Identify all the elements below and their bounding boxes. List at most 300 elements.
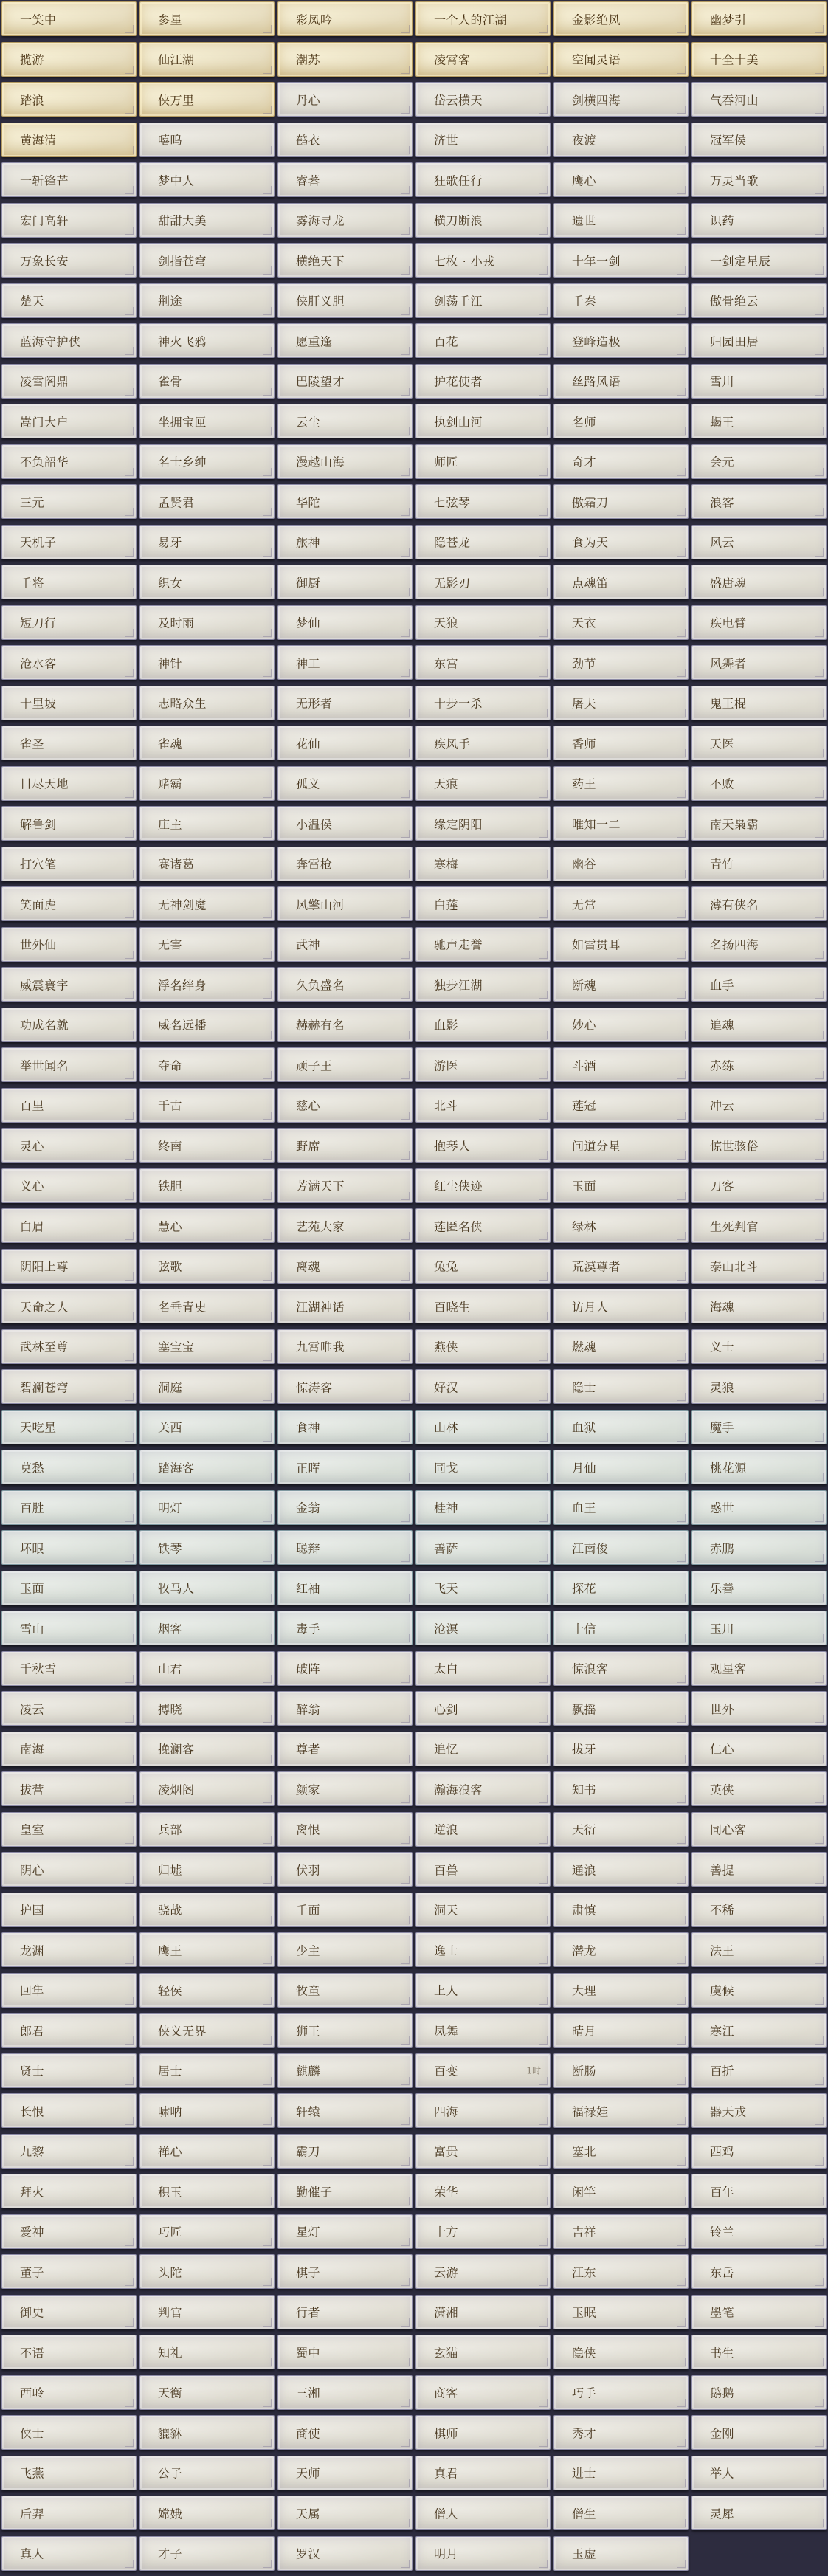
- title-tile[interactable]: [139, 484, 275, 519]
- title-tile[interactable]: [1, 1410, 137, 1444]
- title-tile[interactable]: [691, 1289, 827, 1323]
- title-tile[interactable]: [415, 1168, 551, 1203]
- title-tile[interactable]: [553, 444, 689, 479]
- title-tile[interactable]: [691, 1973, 827, 2008]
- title-tile[interactable]: [691, 686, 827, 720]
- title-tile[interactable]: [415, 1571, 551, 1605]
- title-tile[interactable]: [277, 1852, 413, 1887]
- title-tile[interactable]: [553, 1893, 689, 1927]
- title-tile[interactable]: [415, 1530, 551, 1565]
- title-tile[interactable]: [1, 1852, 137, 1887]
- title-tile[interactable]: [139, 1611, 275, 1645]
- title-tile[interactable]: [415, 2254, 551, 2289]
- title-tile[interactable]: [277, 1530, 413, 1565]
- title-tile[interactable]: [1, 766, 137, 801]
- title-tile[interactable]: [553, 886, 689, 921]
- title-tile[interactable]: [139, 525, 275, 559]
- title-tile[interactable]: [691, 1008, 827, 1042]
- title-tile[interactable]: [553, 525, 689, 559]
- title-tile[interactable]: [1, 1812, 137, 1847]
- title-tile[interactable]: [415, 806, 551, 841]
- title-tile[interactable]: [553, 1168, 689, 1203]
- title-tile[interactable]: [1, 1329, 137, 1364]
- title-tile[interactable]: [277, 123, 413, 157]
- title-tile[interactable]: [1, 2053, 137, 2088]
- title-tile[interactable]: [553, 2496, 689, 2530]
- title-tile[interactable]: [139, 686, 275, 720]
- title-tile[interactable]: [415, 404, 551, 438]
- title-tile[interactable]: [139, 323, 275, 358]
- title-tile[interactable]: [691, 1893, 827, 1927]
- title-tile[interactable]: [415, 1852, 551, 1887]
- title-tile[interactable]: [415, 364, 551, 399]
- title-tile[interactable]: [415, 203, 551, 238]
- title-tile[interactable]: [139, 2053, 275, 2088]
- title-tile[interactable]: [691, 1812, 827, 1847]
- title-tile[interactable]: [415, 1973, 551, 2008]
- title-tile[interactable]: [1, 886, 137, 921]
- title-tile[interactable]: [1, 967, 137, 1002]
- title-tile[interactable]: [139, 283, 275, 318]
- title-tile[interactable]: [415, 2013, 551, 2048]
- title-tile[interactable]: [691, 123, 827, 157]
- title-tile[interactable]: [691, 203, 827, 238]
- title-tile[interactable]: [553, 605, 689, 640]
- title-tile[interactable]: [553, 1571, 689, 1605]
- title-tile[interactable]: [553, 2254, 689, 2289]
- title-tile[interactable]: [691, 1208, 827, 1243]
- title-tile[interactable]: [691, 82, 827, 117]
- title-tile[interactable]: [415, 886, 551, 921]
- title-tile[interactable]: [139, 1732, 275, 1766]
- title-tile[interactable]: [415, 2375, 551, 2410]
- title-tile[interactable]: [553, 2214, 689, 2249]
- title-tile[interactable]: [415, 162, 551, 197]
- title-tile[interactable]: [553, 2093, 689, 2128]
- title-tile[interactable]: [1, 1611, 137, 1645]
- title-tile[interactable]: [277, 525, 413, 559]
- title-tile[interactable]: [553, 1812, 689, 1847]
- title-tile[interactable]: [1, 1732, 137, 1766]
- title-tile[interactable]: [1, 1893, 137, 1927]
- title-tile[interactable]: [553, 1208, 689, 1243]
- title-tile[interactable]: [277, 645, 413, 680]
- title-tile[interactable]: [139, 1571, 275, 1605]
- title-tile[interactable]: [691, 243, 827, 278]
- title-tile[interactable]: [691, 565, 827, 599]
- title-tile[interactable]: [277, 1732, 413, 1766]
- title-tile[interactable]: [277, 806, 413, 841]
- title-tile[interactable]: [415, 1249, 551, 1284]
- title-tile[interactable]: [139, 2254, 275, 2289]
- title-tile[interactable]: [691, 1530, 827, 1565]
- title-tile[interactable]: [415, 1128, 551, 1163]
- title-tile[interactable]: [277, 1128, 413, 1163]
- title-tile[interactable]: [139, 927, 275, 962]
- title-tile[interactable]: [277, 444, 413, 479]
- title-tile[interactable]: [691, 364, 827, 399]
- title-tile[interactable]: [553, 162, 689, 197]
- title-tile[interactable]: [277, 2496, 413, 2530]
- title-tile[interactable]: [415, 1732, 551, 1766]
- title-tile[interactable]: [1, 123, 137, 157]
- title-tile[interactable]: [415, 1932, 551, 1967]
- title-tile[interactable]: [415, 847, 551, 881]
- title-tile[interactable]: [553, 484, 689, 519]
- title-tile[interactable]: [553, 1852, 689, 1887]
- title-tile[interactable]: [553, 1651, 689, 1686]
- title-tile[interactable]: [691, 1128, 827, 1163]
- title-tile[interactable]: [691, 1932, 827, 1967]
- title-tile[interactable]: [277, 1490, 413, 1525]
- title-tile[interactable]: [1, 323, 137, 358]
- title-tile[interactable]: [139, 2415, 275, 2450]
- title-tile[interactable]: [415, 1893, 551, 1927]
- title-tile[interactable]: [1, 2456, 137, 2490]
- title-tile[interactable]: [691, 1329, 827, 1364]
- title-tile[interactable]: [1, 2415, 137, 2450]
- title-tile[interactable]: [1, 1168, 137, 1203]
- title-tile[interactable]: [139, 2335, 275, 2369]
- title-tile[interactable]: [1, 1771, 137, 1806]
- title-tile[interactable]: [1, 645, 137, 680]
- title-tile[interactable]: [553, 766, 689, 801]
- title-tile[interactable]: [277, 1208, 413, 1243]
- title-tile[interactable]: [415, 1329, 551, 1364]
- title-tile[interactable]: [277, 1410, 413, 1444]
- title-tile[interactable]: [415, 82, 551, 117]
- title-tile[interactable]: [139, 1008, 275, 1042]
- title-tile[interactable]: [553, 2295, 689, 2329]
- title-tile[interactable]: [415, 2174, 551, 2208]
- title-tile[interactable]: [139, 1088, 275, 1123]
- title-tile[interactable]: [553, 645, 689, 680]
- title-tile[interactable]: [1, 1289, 137, 1323]
- title-tile[interactable]: [277, 2134, 413, 2169]
- title-tile[interactable]: [277, 162, 413, 197]
- title-tile[interactable]: [415, 1691, 551, 1726]
- title-tile[interactable]: [277, 1771, 413, 1806]
- title-tile[interactable]: [139, 886, 275, 921]
- title-tile[interactable]: [1, 203, 137, 238]
- title-tile[interactable]: [691, 1369, 827, 1404]
- title-tile[interactable]: [139, 1208, 275, 1243]
- title-tile[interactable]: [277, 283, 413, 318]
- title-tile[interactable]: [415, 2093, 551, 2128]
- title-tile[interactable]: [415, 2134, 551, 2169]
- title-tile[interactable]: [1, 565, 137, 599]
- title-tile[interactable]: [139, 847, 275, 881]
- title-tile[interactable]: [553, 1691, 689, 1726]
- title-tile[interactable]: [415, 1, 551, 36]
- title-tile[interactable]: [1, 605, 137, 640]
- title-tile[interactable]: [1, 927, 137, 962]
- title-tile[interactable]: [1, 2496, 137, 2530]
- title-tile[interactable]: [1, 525, 137, 559]
- title-tile[interactable]: [415, 2415, 551, 2450]
- title-tile[interactable]: [553, 927, 689, 962]
- title-tile[interactable]: [415, 1289, 551, 1323]
- title-tile[interactable]: [277, 927, 413, 962]
- title-tile[interactable]: [277, 1047, 413, 1082]
- title-tile[interactable]: [553, 203, 689, 238]
- title-tile[interactable]: [139, 2134, 275, 2169]
- title-tile[interactable]: [691, 162, 827, 197]
- title-tile[interactable]: [691, 2013, 827, 2048]
- title-tile[interactable]: [277, 1973, 413, 2008]
- title-tile[interactable]: [1, 2013, 137, 2048]
- title-tile[interactable]: [1, 404, 137, 438]
- title-tile[interactable]: [691, 1691, 827, 1726]
- title-tile[interactable]: [1, 2093, 137, 2128]
- title-tile[interactable]: [691, 1450, 827, 1484]
- title-tile[interactable]: [277, 2536, 413, 2571]
- title-tile[interactable]: [277, 404, 413, 438]
- title-tile[interactable]: [415, 1410, 551, 1444]
- title-tile[interactable]: [691, 484, 827, 519]
- title-tile[interactable]: [139, 2295, 275, 2329]
- title-tile[interactable]: [691, 283, 827, 318]
- title-tile[interactable]: [139, 806, 275, 841]
- title-tile[interactable]: [553, 565, 689, 599]
- title-tile[interactable]: [139, 2174, 275, 2208]
- title-tile[interactable]: [277, 1571, 413, 1605]
- title-tile[interactable]: [553, 2335, 689, 2369]
- title-tile[interactable]: [553, 404, 689, 438]
- title-tile[interactable]: [415, 766, 551, 801]
- title-tile[interactable]: [691, 1611, 827, 1645]
- title-tile[interactable]: [139, 1168, 275, 1203]
- title-tile[interactable]: [691, 2335, 827, 2369]
- title-tile[interactable]: [1, 2375, 137, 2410]
- title-tile[interactable]: [1, 1530, 137, 1565]
- title-tile[interactable]: [139, 1450, 275, 1484]
- title-tile[interactable]: [277, 726, 413, 760]
- title-tile[interactable]: [1, 2134, 137, 2169]
- title-tile[interactable]: [415, 484, 551, 519]
- title-tile[interactable]: [553, 123, 689, 157]
- title-tile[interactable]: [277, 1611, 413, 1645]
- title-tile[interactable]: [277, 2174, 413, 2208]
- title-tile[interactable]: [139, 1893, 275, 1927]
- title-tile[interactable]: [1, 1249, 137, 1284]
- title-tile[interactable]: [691, 2093, 827, 2128]
- title-tile[interactable]: [691, 766, 827, 801]
- title-tile[interactable]: [553, 847, 689, 881]
- title-tile[interactable]: [691, 1047, 827, 1082]
- title-tile[interactable]: [277, 2214, 413, 2249]
- title-tile[interactable]: [691, 806, 827, 841]
- title-tile[interactable]: [415, 1771, 551, 1806]
- title-tile[interactable]: [139, 645, 275, 680]
- title-tile[interactable]: [277, 1008, 413, 1042]
- title-tile[interactable]: [1, 806, 137, 841]
- title-tile[interactable]: [553, 1611, 689, 1645]
- title-tile[interactable]: [415, 1611, 551, 1645]
- title-tile[interactable]: [139, 1249, 275, 1284]
- title-tile[interactable]: [553, 82, 689, 117]
- title-tile[interactable]: [553, 2415, 689, 2450]
- title-tile[interactable]: [691, 886, 827, 921]
- title-tile[interactable]: [277, 2456, 413, 2490]
- title-tile[interactable]: [277, 605, 413, 640]
- title-tile[interactable]: [691, 2456, 827, 2490]
- title-tile[interactable]: [691, 2174, 827, 2208]
- title-tile[interactable]: [553, 967, 689, 1002]
- title-tile[interactable]: [1, 1651, 137, 1686]
- title-tile[interactable]: [553, 686, 689, 720]
- title-tile[interactable]: [1, 2174, 137, 2208]
- title-tile[interactable]: [139, 1490, 275, 1525]
- title-tile[interactable]: [415, 605, 551, 640]
- title-tile[interactable]: [1, 2254, 137, 2289]
- title-tile[interactable]: [415, 686, 551, 720]
- title-tile[interactable]: [139, 123, 275, 157]
- title-tile[interactable]: [277, 203, 413, 238]
- title-tile[interactable]: [1, 2295, 137, 2329]
- title-tile[interactable]: [415, 1450, 551, 1484]
- title-tile[interactable]: [553, 283, 689, 318]
- title-tile[interactable]: [1, 162, 137, 197]
- title-tile[interactable]: [415, 1490, 551, 1525]
- title-tile[interactable]: [1, 1208, 137, 1243]
- title-tile[interactable]: [691, 42, 827, 77]
- title-tile[interactable]: [277, 847, 413, 881]
- title-tile[interactable]: [415, 565, 551, 599]
- title-tile[interactable]: [1, 1047, 137, 1082]
- title-tile[interactable]: [139, 967, 275, 1002]
- title-tile[interactable]: [277, 1088, 413, 1123]
- title-tile[interactable]: [277, 1932, 413, 1967]
- title-tile[interactable]: [139, 162, 275, 197]
- title-tile[interactable]: [139, 1329, 275, 1364]
- title-tile[interactable]: [1, 364, 137, 399]
- title-tile[interactable]: [415, 2536, 551, 2571]
- title-tile[interactable]: [415, 1812, 551, 1847]
- title-tile[interactable]: [553, 2456, 689, 2490]
- title-tile[interactable]: [139, 2013, 275, 2048]
- title-tile[interactable]: [139, 766, 275, 801]
- title-tile[interactable]: [553, 1530, 689, 1565]
- title-tile[interactable]: [553, 1732, 689, 1766]
- title-tile[interactable]: [139, 1852, 275, 1887]
- title-tile[interactable]: [139, 243, 275, 278]
- title-tile[interactable]: [139, 726, 275, 760]
- title-tile[interactable]: [691, 1651, 827, 1686]
- title-tile[interactable]: [415, 1008, 551, 1042]
- title-tile[interactable]: [691, 1088, 827, 1123]
- title-tile[interactable]: [139, 605, 275, 640]
- title-tile[interactable]: [277, 1893, 413, 1927]
- title-tile[interactable]: [139, 42, 275, 77]
- title-tile[interactable]: [277, 1369, 413, 1404]
- title-tile[interactable]: [139, 1128, 275, 1163]
- title-tile[interactable]: [691, 847, 827, 881]
- title-tile[interactable]: [1, 1008, 137, 1042]
- title-tile[interactable]: [139, 364, 275, 399]
- title-tile[interactable]: [691, 1852, 827, 1887]
- title-tile[interactable]: [277, 2335, 413, 2369]
- title-tile[interactable]: [691, 1490, 827, 1525]
- title-tile[interactable]: [691, 1571, 827, 1605]
- title-tile[interactable]: [139, 1771, 275, 1806]
- title-tile[interactable]: [139, 2496, 275, 2530]
- title-tile[interactable]: [139, 203, 275, 238]
- title-tile[interactable]: [691, 2254, 827, 2289]
- title-tile[interactable]: [277, 565, 413, 599]
- title-tile[interactable]: [691, 2496, 827, 2530]
- title-tile[interactable]: [691, 525, 827, 559]
- title-tile[interactable]: [277, 2013, 413, 2048]
- title-tile[interactable]: [553, 364, 689, 399]
- title-tile[interactable]: [139, 2093, 275, 2128]
- title-tile[interactable]: [139, 1932, 275, 1967]
- title-tile[interactable]: [277, 1249, 413, 1284]
- title-tile[interactable]: [415, 645, 551, 680]
- title-tile[interactable]: [691, 1249, 827, 1284]
- title-tile[interactable]: [139, 82, 275, 117]
- title-tile[interactable]: [553, 1450, 689, 1484]
- title-tile[interactable]: [139, 1047, 275, 1082]
- title-tile[interactable]: [691, 1, 827, 36]
- title-tile[interactable]: [553, 1088, 689, 1123]
- title-tile[interactable]: [277, 42, 413, 77]
- title-tile[interactable]: [277, 2415, 413, 2450]
- title-tile[interactable]: [139, 1812, 275, 1847]
- title-tile[interactable]: [1, 726, 137, 760]
- title-tile[interactable]: [415, 2053, 551, 2088]
- title-tile[interactable]: [1, 686, 137, 720]
- title-tile[interactable]: [691, 2053, 827, 2088]
- title-tile[interactable]: [277, 2093, 413, 2128]
- title-tile[interactable]: [415, 1651, 551, 1686]
- title-tile[interactable]: [553, 2375, 689, 2410]
- title-tile[interactable]: [553, 1008, 689, 1042]
- title-tile[interactable]: [139, 1410, 275, 1444]
- title-tile[interactable]: [691, 645, 827, 680]
- title-tile[interactable]: [415, 283, 551, 318]
- title-tile[interactable]: [415, 444, 551, 479]
- title-tile[interactable]: [691, 1168, 827, 1203]
- title-tile[interactable]: [139, 2536, 275, 2571]
- title-tile[interactable]: [277, 686, 413, 720]
- title-tile[interactable]: [415, 2295, 551, 2329]
- title-tile[interactable]: [1, 283, 137, 318]
- title-tile[interactable]: [553, 2174, 689, 2208]
- title-tile[interactable]: [691, 2214, 827, 2249]
- title-tile[interactable]: [553, 1047, 689, 1082]
- title-tile[interactable]: [415, 1369, 551, 1404]
- title-tile[interactable]: [691, 444, 827, 479]
- title-tile[interactable]: [553, 1249, 689, 1284]
- title-tile[interactable]: [277, 2053, 413, 2088]
- title-tile[interactable]: [1, 484, 137, 519]
- title-tile[interactable]: [139, 565, 275, 599]
- title-tile[interactable]: [553, 1329, 689, 1364]
- title-tile[interactable]: [1, 1973, 137, 2008]
- title-tile[interactable]: [553, 243, 689, 278]
- title-tile[interactable]: [277, 967, 413, 1002]
- title-tile[interactable]: [1, 2335, 137, 2369]
- title-tile[interactable]: [277, 1329, 413, 1364]
- title-tile[interactable]: [139, 404, 275, 438]
- title-tile[interactable]: [553, 1771, 689, 1806]
- title-tile[interactable]: [277, 484, 413, 519]
- title-tile[interactable]: [139, 1973, 275, 2008]
- title-tile[interactable]: [277, 766, 413, 801]
- title-tile[interactable]: [553, 1289, 689, 1323]
- title-tile[interactable]: [553, 726, 689, 760]
